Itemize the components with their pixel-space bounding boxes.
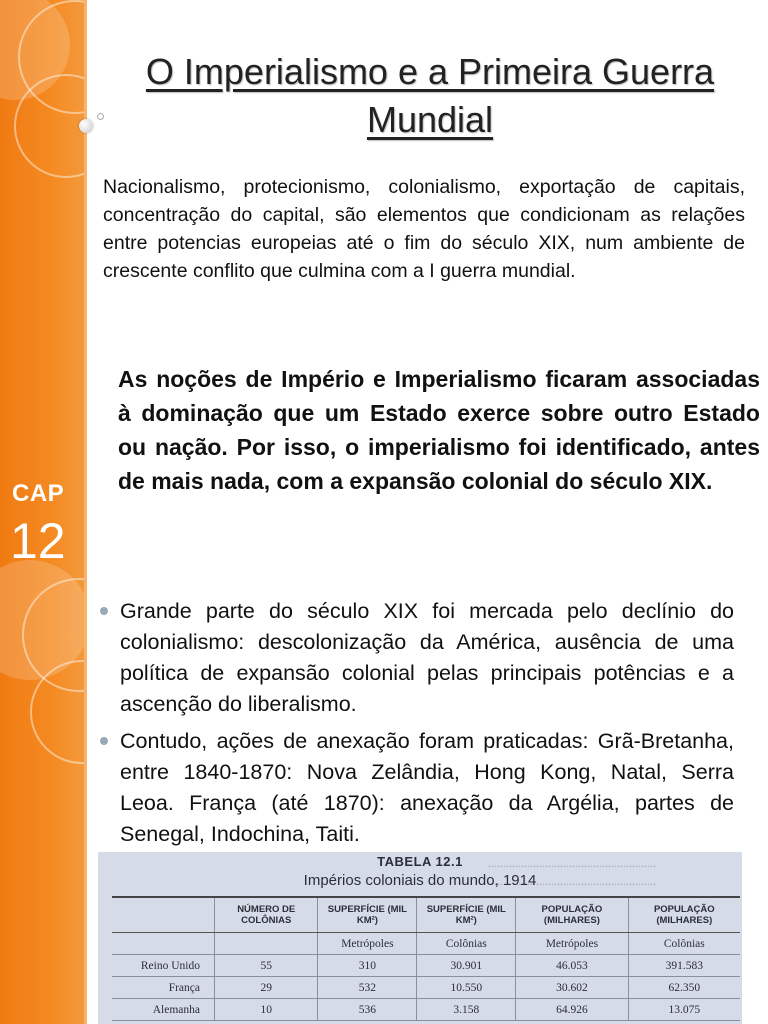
table-header: NÚMERO DE COLÔNIAS [215,897,318,933]
bullet-item [100,596,734,720]
table-cell: 10.550 [417,977,516,999]
colonial-empires-table [112,896,740,1021]
table-cell: 10 [215,999,318,1021]
bullet-dot-icon [100,607,108,615]
chapter-label: CAP [12,480,65,507]
band-edge [84,0,87,1024]
table-cell: Colônias [628,933,740,955]
bleed-through-text: ........................................................ [488,856,656,870]
table-header: SUPERFÍCIE (MIL KM²) [417,897,516,933]
table-cell: Reino Unido [112,955,215,977]
decor-dot [79,119,93,133]
table-cell: 46.053 [516,955,628,977]
decor-dot-small [97,113,104,120]
bullet-list [100,596,734,856]
table-cell: 532 [318,977,417,999]
table-cell: 55 [215,955,318,977]
bullet-dot-icon [100,737,108,745]
slide-title: O Imperialismo e a Primeira Guerra Mundial [145,51,715,140]
table-cell: 30.901 [417,955,516,977]
table-label: TABELA 12.1 [377,854,463,869]
table-cell: 64.926 [516,999,628,1021]
table-header: POPULAÇÃO (MILHARES) [516,897,628,933]
table-header-row [112,897,740,933]
table-cell: 310 [318,955,417,977]
table-subheader-row [112,933,740,955]
table-cell: Colônias [417,933,516,955]
chapter-number: 12 [10,513,66,569]
table-cell: 391.583 [628,955,740,977]
table-cell: Alemanha [112,999,215,1021]
table-cell: 536 [318,999,417,1021]
table-cell: 13.075 [628,999,740,1021]
table-cell: 29 [215,977,318,999]
table-cell [215,933,318,955]
table-photo [98,852,742,1024]
table-row [112,955,740,977]
bullet-item [100,726,734,850]
table-cell [112,933,215,955]
bullet-text: Contudo, ações de anexação foram praticadas: Grã-Bretanha, entre 1840-1870: Nova Zelândia, Hong Kong, Natal, Serra Leoa. França (até 1870): anexação da Argélia, partes de Senegal, Indochina, Taiti. [120,729,734,846]
table-cell: 30.602 [516,977,628,999]
table-header: SUPERFÍCIE (MIL KM²) [318,897,417,933]
intro-paragraph: Nacionalismo, protecionismo, colonialismo, exportação de capitais, concentração do capital, são elementos que condicionam as relações entre potencias europeias até o fim do século XIX, num ambiente de crescente conflito que culmina com a I guerra mundial. [103,176,745,282]
table-header [112,897,215,933]
table-cell: 3.158 [417,999,516,1021]
bullet-text: Grande parte do século XIX foi mercada pelo declínio do colonialismo: descolonização da América, ausência de uma política de expansão colonial pelas principais potências e a ascenção do liberalismo. [120,599,734,716]
emphasis-paragraph: As noções de Império e Imperialismo ficaram associadas à dominação que um Estado exerce sobre outro Estado ou nação. Por isso, o imperialismo foi identificado, antes de mais nada, com a expansão colonial do século XIX. [118,366,760,494]
table-row [112,999,740,1021]
table-cell: Metrópoles [318,933,417,955]
table-header: POPULAÇÃO (MILHARES) [628,897,740,933]
table-cell: 62.350 [628,977,740,999]
bleed-through-text: ........................................................ [488,874,656,888]
side-band [0,0,86,1024]
table-cell: França [112,977,215,999]
table-row [112,977,740,999]
table-cell: Metrópoles [516,933,628,955]
table-caption: Impérios coloniais do mundo, 1914 [303,872,537,889]
